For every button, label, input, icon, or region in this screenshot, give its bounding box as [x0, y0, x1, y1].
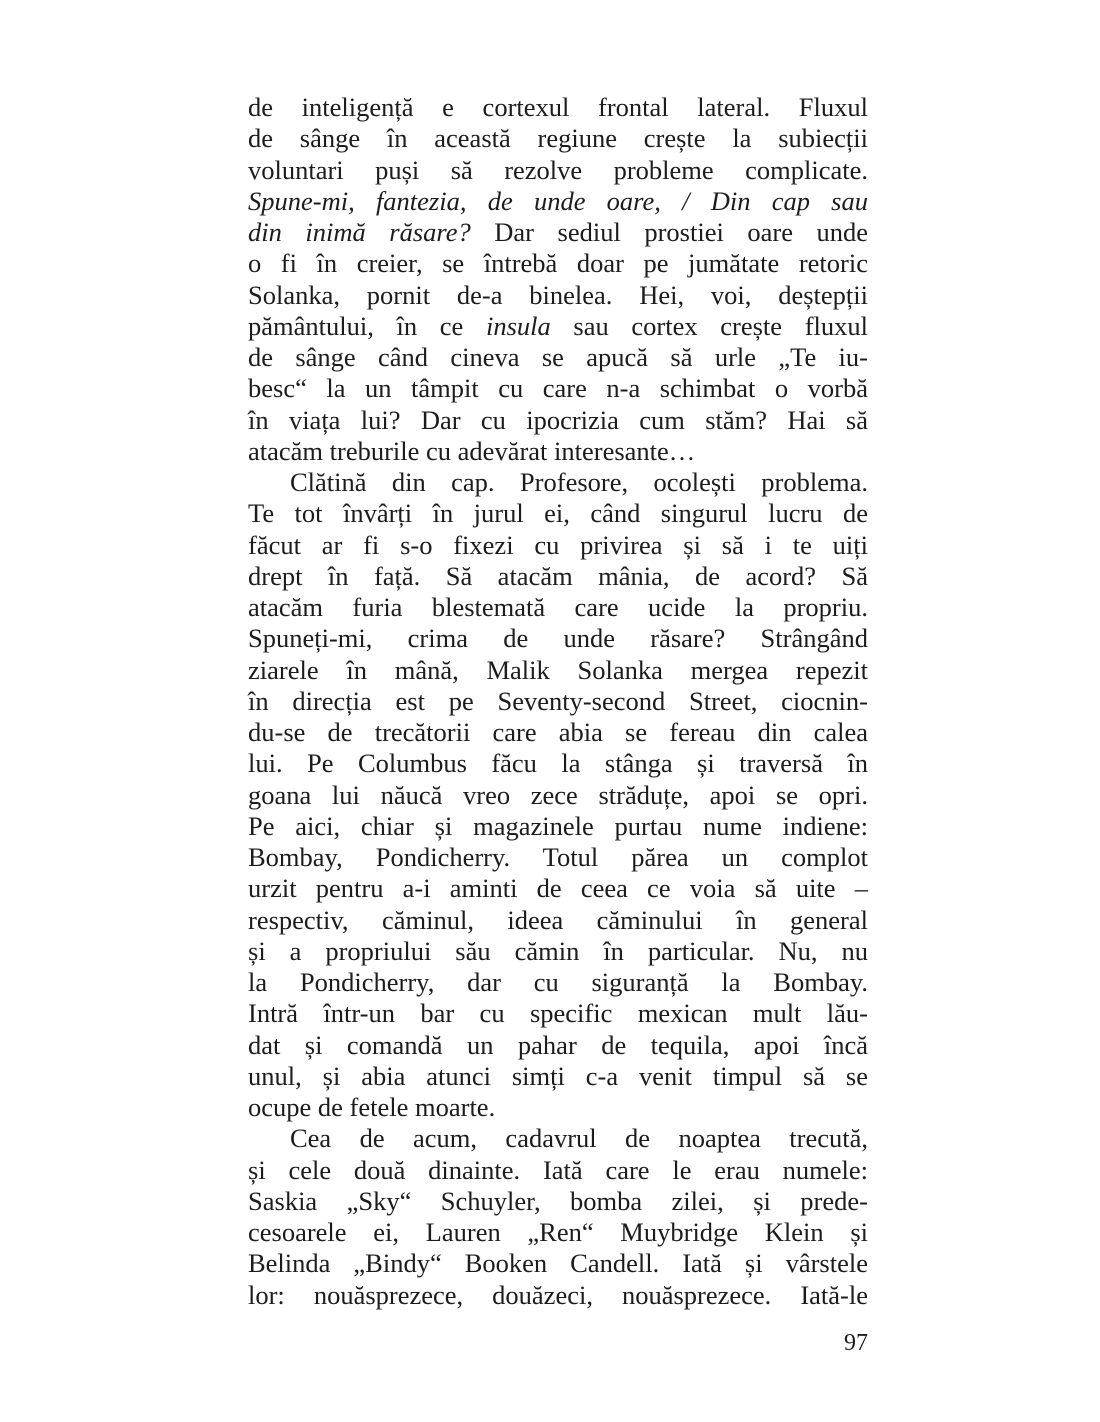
text-segment: cesoarele ei, Lauren „Ren“ Muybridge Klein și — [248, 1217, 868, 1247]
text-line — [248, 1155, 868, 1186]
text-line — [248, 92, 868, 123]
text-segment: făcut ar fi s-o fixezi cu privirea și să i te uiți — [248, 529, 868, 560]
text-segment: ocupe de fetele moarte. — [248, 1092, 496, 1122]
text-line — [248, 217, 868, 248]
text-segment: atacăm treburile cu adevărat interesante… — [248, 435, 696, 466]
text-line — [248, 123, 868, 154]
text-line — [248, 436, 868, 467]
body-text — [248, 92, 868, 1311]
text-line — [248, 748, 868, 779]
text-segment: urzit pentru a-i aminti de ceea ce voia să uite – — [248, 873, 868, 904]
text-segment: în viața lui? Dar cu ipocrizia cum stăm? Hai să — [248, 404, 868, 435]
text-segment: goana lui năucă vreo zece străduțe, apoi se opri. — [248, 779, 868, 810]
text-line — [248, 248, 868, 279]
text-line — [248, 623, 868, 654]
text-segment: besc“ la un tâmpit cu care n-a schimbat o vorbă — [248, 373, 868, 404]
text-segment: lor: nouăsprezece, douăzeci, nouăsprezece. Iată-le — [248, 1279, 868, 1310]
italic-text: insula — [485, 310, 551, 341]
text-segment: unul, și abia atunci simți c-a venit timpul să se — [248, 1060, 868, 1091]
paragraph — [248, 1123, 868, 1311]
text-line — [248, 405, 868, 436]
text-line — [248, 1030, 868, 1061]
text-line — [248, 498, 868, 529]
paragraph — [248, 467, 868, 1123]
text-line — [248, 311, 868, 342]
text-line — [248, 1248, 868, 1279]
text-segment: Te tot învârți în jurul ei, când singurul lucru de — [248, 498, 868, 529]
italic-text: Spune-mi, fantezia, de unde oare, / Din cap sau — [248, 185, 868, 216]
text-segment: lui. Pe Columbus făcu la stânga și traversă în — [248, 748, 868, 779]
text-segment: Clătină din cap. Profesore, ocolești problema. — [290, 467, 868, 497]
text-line — [248, 561, 868, 592]
text-segment: respectiv, căminul, ideea căminului în general — [248, 904, 868, 935]
italic-text: din inimă răsare? — [248, 217, 471, 247]
paragraph — [248, 92, 868, 467]
text-line — [248, 155, 868, 186]
text-line — [248, 1061, 868, 1092]
text-line — [248, 686, 868, 717]
text-line — [248, 373, 868, 404]
text-segment: ziarele în mână, Malik Solanka mergea repezit — [248, 654, 868, 685]
text-segment: drept în față. Să atacăm mânia, de acord? Să — [248, 560, 868, 591]
text-segment: du-se de trecătorii care abia se fereau din calea — [248, 717, 868, 747]
text-segment: Cea de acum, cadavrul de noaptea trecută, — [290, 1123, 868, 1154]
text-segment: Spuneți-mi, crima de unde răsare? Strângând — [248, 623, 868, 654]
text-line — [248, 873, 868, 904]
text-line — [248, 811, 868, 842]
text-line — [248, 842, 868, 873]
text-line — [248, 186, 868, 217]
text-line — [248, 967, 868, 998]
text-segment: Pe aici, chiar și magazinele purtau nume indiene: — [248, 810, 868, 841]
text-line — [248, 905, 868, 936]
text-segment: și cele două dinainte. Iată care le erau numele: — [248, 1154, 868, 1185]
text-segment: Intră într-un bar cu specific mexican mult lău- — [248, 998, 868, 1029]
text-line — [248, 1280, 868, 1311]
text-segment: pământului, în ce — [248, 310, 486, 341]
text-segment: de inteligență e cortexul frontal lateral. Fluxul — [248, 92, 868, 122]
text-line — [248, 1092, 868, 1123]
text-line — [248, 280, 868, 311]
text-line — [248, 342, 868, 373]
text-line — [248, 467, 868, 498]
text-segment: atacăm furia blestemată care ucide la propriu. — [248, 592, 868, 622]
text-segment: în direcția est pe Seventy-second Street, ciocnin- — [248, 685, 868, 716]
text-line — [248, 1217, 868, 1248]
text-line — [248, 592, 868, 623]
page-number: 97 — [844, 1330, 868, 1356]
text-segment: Belinda „Bindy“ Booken Candell. Iată și vârstele — [248, 1248, 868, 1279]
text-line — [248, 998, 868, 1029]
text-line — [248, 655, 868, 686]
text-segment: o fi în creier, se întrebă doar pe jumătate retoric — [248, 248, 868, 279]
text-line — [248, 717, 868, 748]
text-segment: de sânge când cineva se apucă să urle „Te iu- — [248, 342, 868, 372]
text-line — [248, 936, 868, 967]
text-segment: voluntari puși să rezolve probleme complicate. — [248, 154, 868, 185]
text-segment: Dar sediul prostiei oare unde — [470, 217, 868, 247]
text-line — [248, 530, 868, 561]
text-line — [248, 780, 868, 811]
text-segment: Saskia „Sky“ Schuyler, bomba zilei, și prede- — [248, 1185, 868, 1216]
text-segment: dat și comandă un pahar de tequila, apoi încă — [248, 1029, 868, 1060]
text-segment: Bombay, Pondicherry. Totul părea un complot — [248, 842, 868, 872]
text-segment: Solanka, pornit de-a binelea. Hei, voi, deștepții — [248, 279, 868, 310]
text-line — [248, 1123, 868, 1154]
text-segment: la Pondicherry, dar cu siguranță la Bombay. — [248, 967, 868, 997]
text-line — [248, 1186, 868, 1217]
text-segment: de sânge în această regiune crește la subiecții — [248, 123, 868, 154]
text-segment: și a propriului său cămin în particular. Nu, nu — [248, 935, 868, 966]
text-segment: sau cortex crește fluxul — [550, 310, 868, 341]
